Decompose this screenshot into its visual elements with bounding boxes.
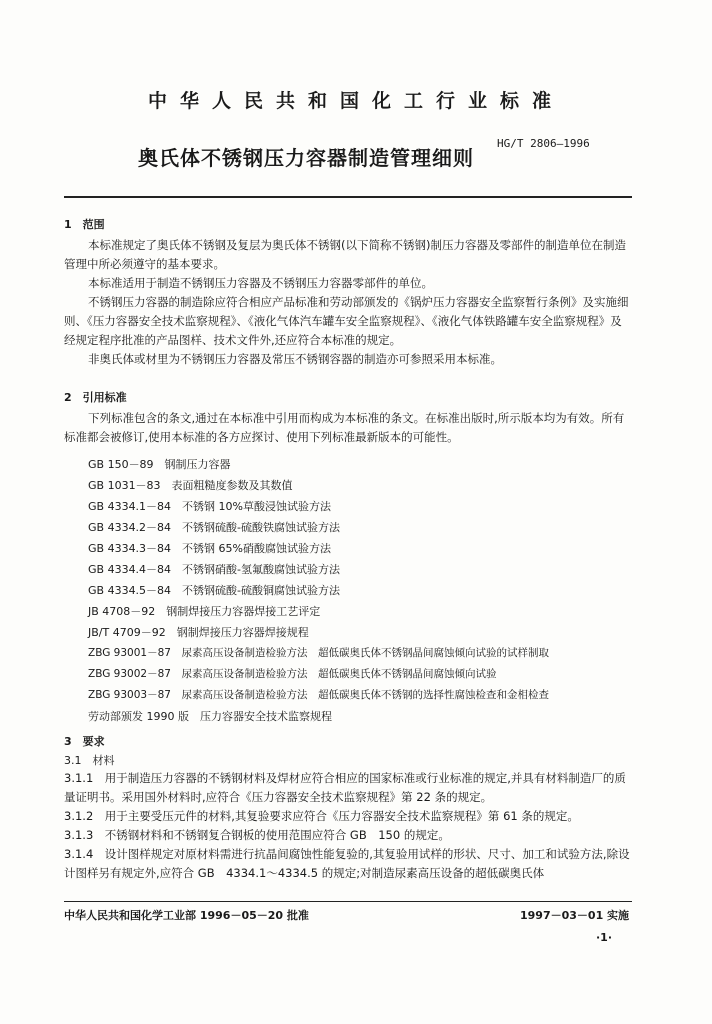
effective-date: 1997－03－01 实施 bbox=[520, 909, 630, 922]
standard-category-header: 中华人民共和国化工行业标准 bbox=[147, 90, 564, 112]
reference-item: ZBG 93001－87 尿素高压设备制造检验方法 超低碳奥氏体不锈钢晶间腐蚀倾向试验的试样制取 bbox=[88, 647, 549, 659]
clause-3-1-4: 3.1.4 设计图样规定对原材料需进行抗晶间腐蚀性能复验的,其复验用试样的形状、尺寸、加工和试验方法,除设计图样另有规定外,应符合 GB 4334.1～4334.5 的规定;对制造尿素高压设备的超低碳奥氏体 bbox=[64, 847, 630, 880]
reference-item: ZBG 93003－87 尿素高压设备制造检验方法 超低碳奥氏体不锈钢的选择性腐蚀检查和金相检查 bbox=[88, 689, 549, 701]
clause-3-1-2: 3.1.2 用于主要受压元件的材料,其复验要求应符合《压力容器安全技术监察规程》第 61 条的规定。 bbox=[64, 809, 579, 823]
section-1-paragraph-3: 不锈钢压力容器的制造除应符合相应产品标准和劳动部颁发的《锅炉压力容器安全监察暂行条例》及实施细则、《压力容器安全技术监察规程》、《液化气体汽车罐车安全监察规程》、《液化气体铁路罐车安全监察规程》及经规定程序批准的产品图样、技术文件外,还应符合本标准的规定。 bbox=[64, 295, 629, 347]
reference-item: GB 4334.4－84 不锈钢硝酸-氢氟酸腐蚀试验方法 bbox=[88, 563, 341, 576]
section-2-heading: 2 引用标准 bbox=[64, 391, 127, 404]
section-3-heading: 3 要求 bbox=[64, 735, 105, 748]
reference-item: JB/T 4709－92 钢制焊接压力容器焊接规程 bbox=[88, 626, 309, 639]
reference-item: 劳动部颁发 1990 版 压力容器安全技术监察规程 bbox=[88, 710, 332, 723]
section-1-heading: 1 范围 bbox=[64, 218, 105, 231]
section-1-paragraph-1: 本标准规定了奥氏体不锈钢及复层为奥氏体不锈钢(以下简称不锈钢)制压力容器及零部件的制造单位在制造管理中所必须遵守的基本要求。 bbox=[64, 238, 626, 271]
reference-item: GB 4334.5－84 不锈钢硫酸-硫酸铜腐蚀试验方法 bbox=[88, 584, 341, 597]
reference-item: JB 4708－92 钢制焊接压力容器焊接工艺评定 bbox=[88, 605, 321, 618]
section-1-paragraph-2: 本标准适用于制造不锈钢压力容器及不锈钢压力容器零部件的单位。 bbox=[88, 276, 433, 290]
document-code: HG/T 2806—1996 bbox=[497, 137, 590, 150]
reference-item: ZBG 93002－87 尿素高压设备制造检验方法 超低碳奥氏体不锈钢晶间腐蚀倾向试验 bbox=[88, 668, 497, 680]
section-2-intro: 下列标准包含的条文,通过在本标准中引用而构成为本标准的条文。在标准出版时,所示版本均为有效。所有标准都会被修订,使用本标准的各方应探讨、使用下列标准最新版本的可能性。 bbox=[64, 411, 625, 444]
approval-info: 中华人民共和国化学工业部 1996－05－20 批准 bbox=[64, 909, 309, 922]
reference-item: GB 1031－83 表面粗糙度参数及其数值 bbox=[88, 479, 293, 492]
reference-item: GB 4334.2－84 不锈钢硫酸-硫酸铁腐蚀试验方法 bbox=[88, 521, 341, 534]
clause-3-1-3: 3.1.3 不锈钢材料和不锈钢复合钢板的使用范围应符合 GB 150 的规定。 bbox=[64, 828, 450, 842]
document-title: 奥氏体不锈钢压力容器制造管理细则 bbox=[138, 146, 474, 170]
footer-divider bbox=[64, 901, 632, 902]
subsection-3-1-heading: 3.1 材料 bbox=[64, 754, 115, 767]
section-1-paragraph-4: 非奥氏体或材里为不锈钢压力容器及常压不锈钢容器的制造亦可参照采用本标准。 bbox=[88, 352, 502, 366]
reference-item: GB 4334.1－84 不锈钢 10%草酸浸蚀试验方法 bbox=[88, 500, 331, 513]
page-number: ·1· bbox=[596, 931, 613, 944]
clause-3-1-1: 3.1.1 用于制造压力容器的不锈钢材料及焊材应符合相应的国家标准或行业标准的规定,并具有材料制造厂的质量证明书。采用国外材料时,应符合《压力容器安全技术监察规程》第 22 条的规定。 bbox=[64, 771, 626, 804]
title-divider bbox=[64, 196, 632, 198]
reference-item: GB 150－89 钢制压力容器 bbox=[88, 458, 231, 471]
reference-item: GB 4334.3－84 不锈钢 65%硝酸腐蚀试验方法 bbox=[88, 542, 331, 555]
